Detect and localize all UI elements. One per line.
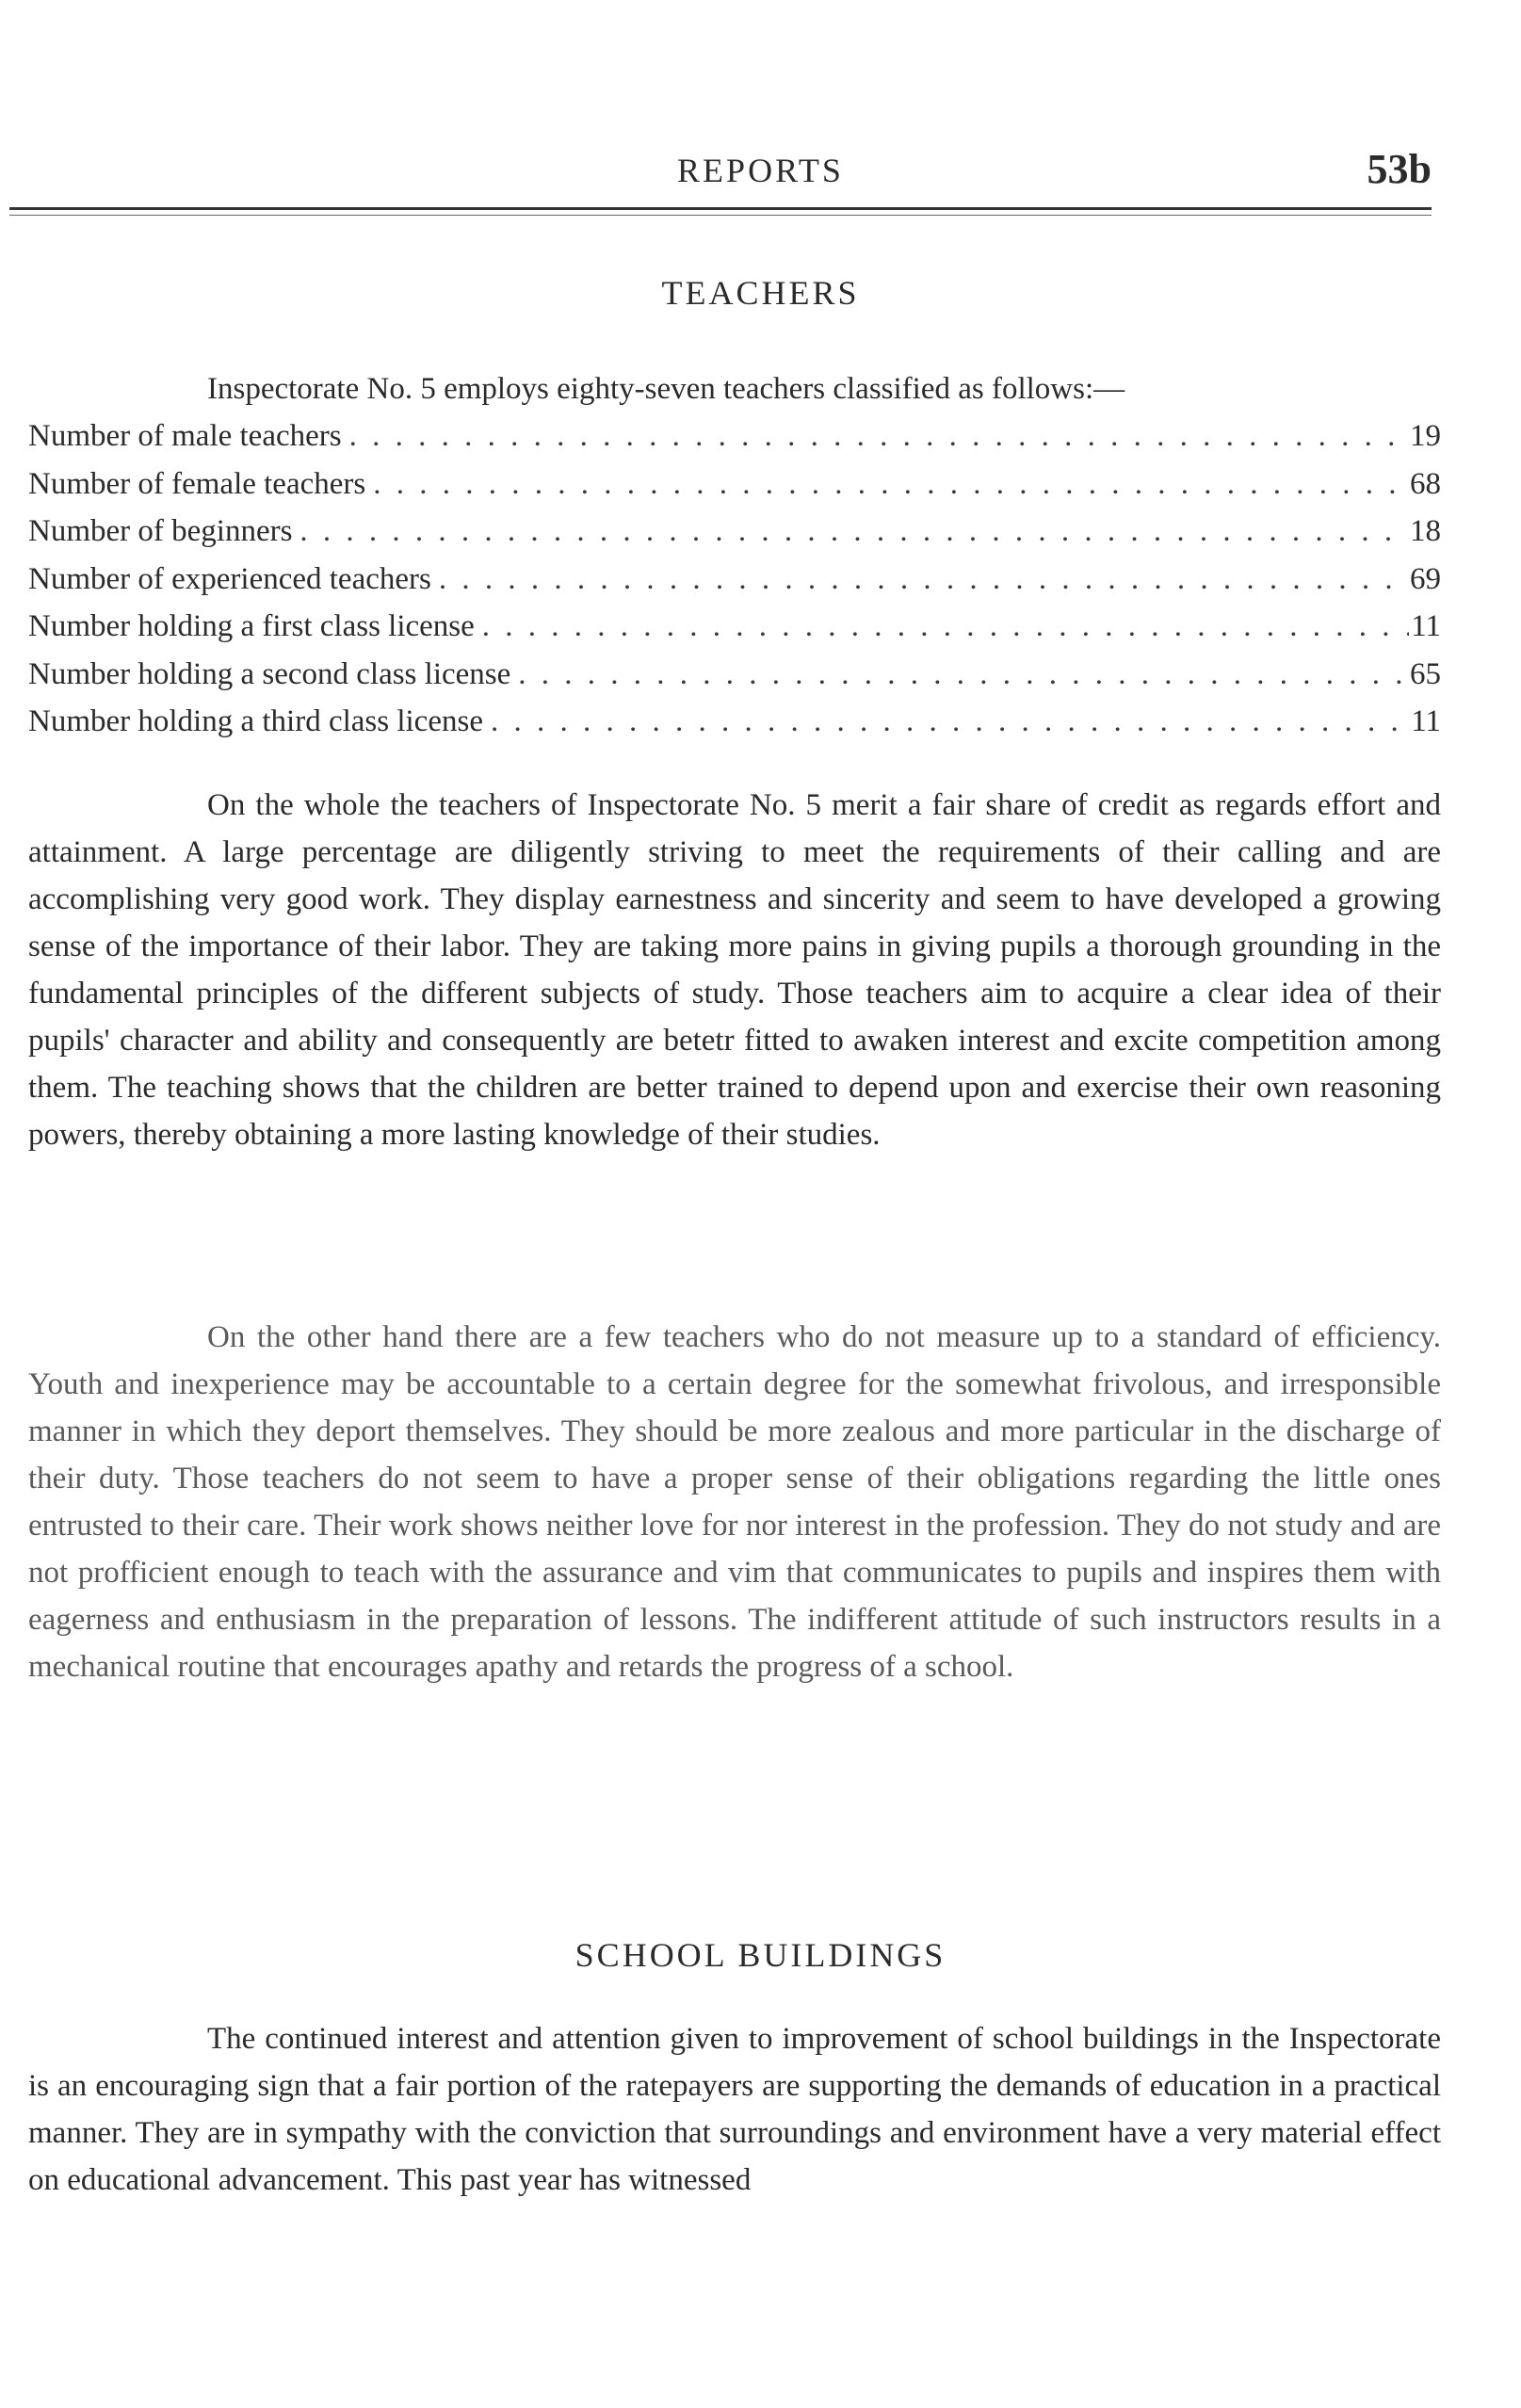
stat-label: Number of experienced teachers xyxy=(28,561,431,596)
page-number: 53b xyxy=(1367,146,1432,192)
dot-leader xyxy=(518,657,1408,692)
stat-value: 11 xyxy=(1411,609,1441,643)
section-heading-teachers: TEACHERS xyxy=(661,274,860,312)
dot-leader xyxy=(482,609,1409,644)
dot-leader xyxy=(491,704,1409,739)
stat-value: 19 xyxy=(1410,419,1441,453)
teachers-paragraph-1: On the whole the teachers of Inspectorate No. 5 merit a fair share of credit as regards effort and attainment. A large percentage are diligently striving to meet the requirements of their calling and are accomplishing very good work. They display earnestness and sincerity and seem to have developed a growing sense of the importance of their labor. They are taking more pains in giving pupils a thorough grounding in the fundamental principles of the different subjects of study. Those teachers aim to acquire a clear idea of their pupils' character and ability and consequently are betetr fitted to awaken interest and excite competition among them. The teaching shows that the children are better trained to depend upon and exercise their own reasoning powers, thereby obtaining a more lasting knowledge of their studies. xyxy=(28,788,1441,1152)
stat-label: Number holding a third class license xyxy=(28,704,483,738)
stat-label: Number of female teachers xyxy=(28,466,366,501)
stat-row xyxy=(28,562,1441,610)
stat-row xyxy=(28,657,1441,705)
dot-leader xyxy=(299,514,1408,549)
stat-label: Number of beginners xyxy=(28,514,293,548)
dot-leader xyxy=(373,467,1408,502)
dot-leader xyxy=(439,562,1408,597)
teacher-stats-list xyxy=(28,419,1441,752)
teachers-paragraph-2: On the other hand there are a few teachers who do not measure up to a standard of efficiency. Youth and inexperience may be accountable to a certain degree for the somewhat frivolous, and irresponsible manner in which they deport themselves. They should be more zealous and more particular in the discharge of their duty. Those teachers do not seem to have a proper sense of their obligations regarding the little ones entrusted to their care. Their work shows neither love for nor interest in the profession. They do not study and are not profficient enough to teach with the assurance and vim that communicates to pupils and inspires them with eagerness and enthusiasm in the preparation of lessons. The indifferent attitude of such instructors results in a mechanical routine that encourages apathy and retards the progress of a school. xyxy=(28,1320,1441,1684)
stat-row xyxy=(28,467,1441,515)
stat-label: Number holding a first class license xyxy=(28,609,475,643)
stat-row xyxy=(28,514,1441,562)
dot-leader xyxy=(349,419,1408,454)
stat-value: 68 xyxy=(1410,466,1441,501)
header-rule xyxy=(9,207,1432,216)
school-buildings-paragraph-1: The continued interest and attention given to improvement of school buildings in the Inspectorate is an encouraging sign that a fair portion of the ratepayers are supporting the demands of education in a practical manner. They are in sympathy with the conviction that surroundings and environment have a very material effect on educational advancement. This past year has witnessed xyxy=(28,2022,1441,2197)
teachers-intro: Inspectorate No. 5 employs eighty-seven teachers classified as follows:— xyxy=(207,372,1125,406)
running-head xyxy=(0,146,1521,207)
section-heading-school-buildings: SCHOOL BUILDINGS xyxy=(574,1936,947,1974)
stat-row xyxy=(28,704,1441,752)
stat-label: Number holding a second class license xyxy=(28,656,511,691)
stat-row xyxy=(28,419,1441,467)
running-title: REPORTS xyxy=(677,152,844,189)
stat-value: 18 xyxy=(1410,514,1441,548)
stat-value: 65 xyxy=(1410,656,1441,691)
stat-value: 11 xyxy=(1411,704,1441,738)
stat-label: Number of male teachers xyxy=(28,419,342,453)
stat-value: 69 xyxy=(1410,561,1441,596)
stat-row xyxy=(28,609,1441,657)
